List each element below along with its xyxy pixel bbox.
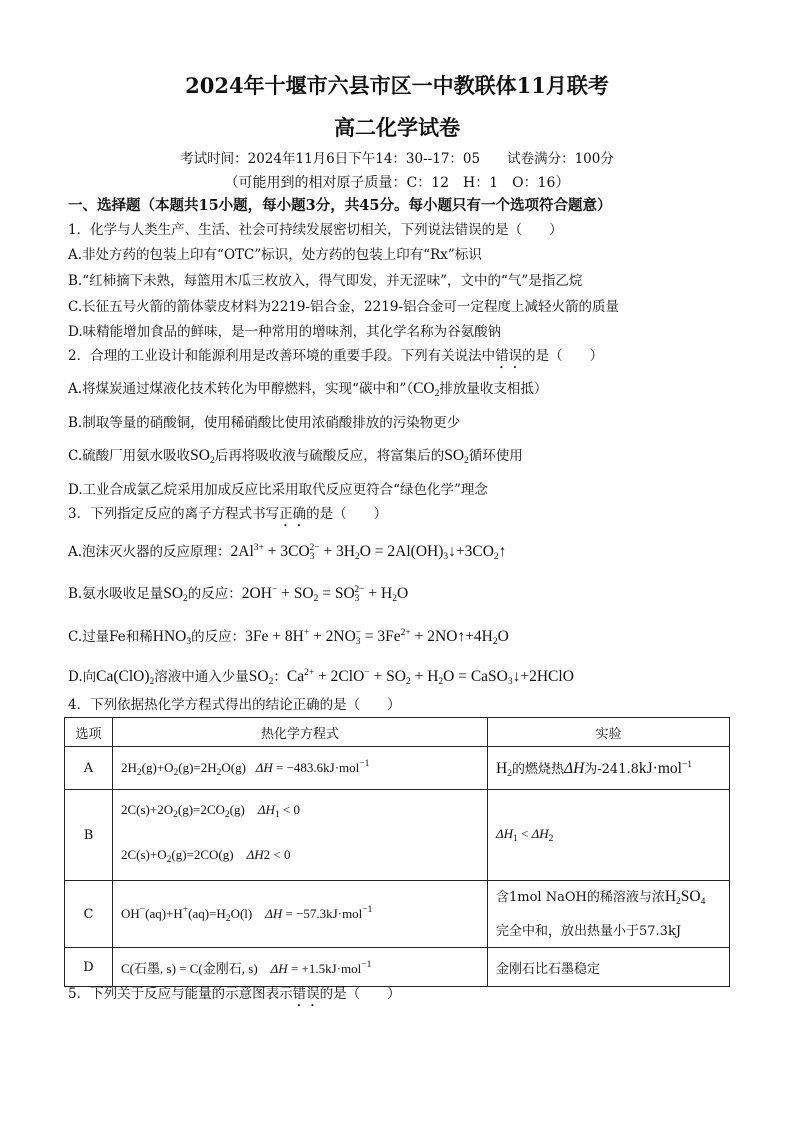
option-cell: B [65,790,113,881]
question-1-option-d: D.味精能增加食品的鲜味，是一种常用的增味剂，其化学名称为谷氨酸钠 [68,324,502,340]
equation-cell: $OH^-(aq)+H^+(aq)=H_2O(l)$ ΔH = −57.3kJ·mol$^{-1}$ [113,881,488,948]
question-5-stem: 5．下列关于反应与能量的示意图表示错误的是（ ） [68,986,401,1002]
question-1-option-c: C.长征五号火箭的箭体蒙皮材料为2219-铝合金，2219-铝合金可一定程度上减轻火箭的质量 [68,299,619,315]
conclusion-cell: 金刚石比石墨稳定 [488,948,730,987]
conclusion-cell: $\Delta H_1 < \Delta H_2$ [488,790,730,881]
thermochemistry-table [64,717,730,987]
table-header-cell: 实验 [488,718,730,747]
table-row [65,881,730,948]
table-header-row [65,718,730,747]
emphasis-mark: 错误 [495,348,523,364]
atomic-mass-note: （可能用到的相对原子质量：C：12 H：1 O：16） [224,175,570,191]
exam-subtitle: 高二化学试卷 [334,115,460,140]
conclusion-cell: $H_2$的燃烧热ΔH为-241.8kJ·mol$^{-1}$ [488,747,730,790]
table-header-cell: 选项 [65,718,113,747]
question-2-option-a: A.将煤炭通过煤液化技术转化为甲醇燃料，实现“碳中和$”(CO_2$排放量收支相抵） [68,380,548,399]
table-row [65,948,730,987]
question-2-option-d: D.工业合成氯乙烷采用加成反应比采用取代反应更符合“绿色化学”理念 [68,482,488,498]
question-1-option-b: B.“红柿摘下未熟，每篮用木瓜三枚放入，得气即发，并无涩味”，文中的“气”是指乙烷 [68,273,583,289]
emphasis-mark: 错误 [292,986,320,1002]
equation-cell: $2C(s)+2O_2(g)=2CO_2(g)$ $\Delta H_1 < 0$ $2C(s)+O_2(g)=2CO(g)$ ΔH2 < 0 [113,790,488,881]
table-row [65,747,730,790]
equation-cell: C(石墨, s) = C(金刚石, s) ΔH = +1.5kJ·mol$^{-1}$ [113,948,488,987]
exam-info: 考试时间：2024年11月6日下午14：30--17：05 试卷满分：100分 [180,151,614,167]
option-cell: D [65,948,113,987]
question-1-option-a: A.非处方药的包装上印有“OTC”标识，处方药的包装上印有“Rx”标识 [68,247,482,263]
conclusion-cell: 含1mol NaOH的稀溶液与浓$H_2SO_4$ 完全中和，放出热量小于57.3kJ [488,881,730,948]
question-3-option-c: C.过量Fe和稀$HNO_3$的反应：$3Fe + 8H^+ + 2NO_3^- = 3Fe^{2+}$ + $2NO↑+4H_2O$ [68,628,509,647]
question-3-stem: 3．下列指定反应的离子方程式书写正确的是（ ） [68,506,388,522]
question-1-stem: 1．化学与人类生产、生活、社会可持续发展密切相关，下列说法错误的是（ ） [68,222,563,238]
question-3-option-b: B.氨水吸收足量$SO_2$的反应：$2OH^- + SO_2 = SO_3^{2-} + H_2O$ [68,585,409,604]
option-cell: A [65,747,113,790]
question-3-option-d: D.向$Ca(ClO)_2$溶液中通入少量$SO_2$：$Ca^{2+} + 2ClO^- + SO_2 + H_2O$ = CaSO$_3$↓+2HClO [68,668,574,687]
question-2-stem: 2．合理的工业设计和能源利用是改善环境的重要手段。下列有关说法中错误的是（ ） [68,348,604,364]
question-2-option-b: B.制取等量的硝酸铜，使用稀硝酸比使用浓硝酸排放的污染物更少 [68,415,461,431]
option-cell: C [65,881,113,948]
question-4-stem: 4．下列依据热化学方程式得出的结论正确的是（ ） [68,697,401,713]
question-2-option-c: C.硫酸厂用氨水吸收$SO_2$后再将吸收液与硫酸反应，将富集后的$SO_2$循环使用 [68,447,523,466]
question-3-option-a: A.泡沫灭火器的反应原理：$2Al^{3+} + 3CO_3^{2-} + 3H_2O$ = $2Al(OH)_3↓+3CO_2↑$ [68,543,507,562]
exam-title: 2024年十堰市六县市区一中教联体11月联考 [185,73,609,98]
emphasis-mark: 正确 [279,506,307,522]
table-row [65,790,730,881]
equation-cell: $2H_2(g)+O_2(g)=2H_2O(g) \Delta H = -483.6kJ\cdot mol^{-1}$ [113,747,488,790]
section-heading: 一、选择题（本题共15小题，每小题3分，共45分。每小题只有一个选项符合题意） [68,197,612,214]
table-header-cell: 热化学方程式 [113,718,488,747]
